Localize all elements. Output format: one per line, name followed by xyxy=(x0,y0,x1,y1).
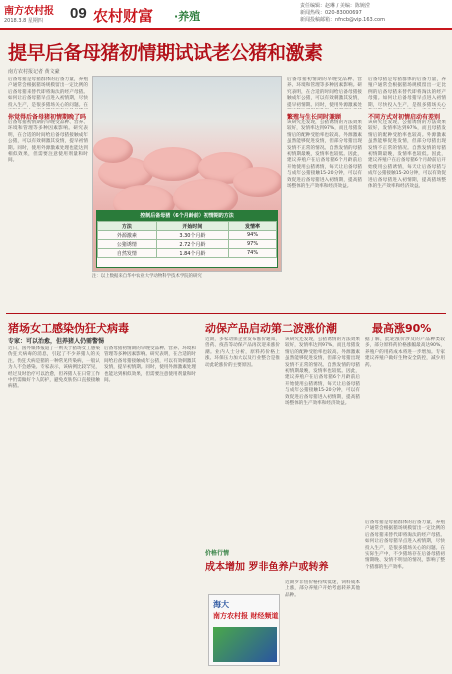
email: 新闻投稿邮箱：nfncb@vip.163.com xyxy=(300,17,385,23)
table-row xyxy=(98,249,277,258)
table-cell: 自然发情 xyxy=(98,249,157,258)
ad-logo: 海大 xyxy=(213,600,229,609)
sec5-headline: 成本增加 罗非鱼养户或转养 xyxy=(205,562,329,573)
table-title: 控制后备母猪（6个月龄前）初情期的方法 xyxy=(97,211,277,221)
article-text: 后备母猪初情期的早晚受品种、营养、环境和管理等多种因素影响。研究表明，在合适的时间给后备母猪接触成年公猪，可以有效刺激其发情，提早初情期。同时，使用外源激素处 xyxy=(287,77,362,108)
subhead: 不同方式对初情启动有差别 xyxy=(368,114,441,121)
article-text: 该研究还发现，公猪诱情的方法效果较好，发情率达到97%，而且母猪发情后的配种受胎率也较高。外源激素虽然能够促进发情，但部分母猪出现发情不正常的情况。自然发情的母猪初情期最晚，发情率也较低。因此，建议养殖户在后备母猪6个月龄前后开始使用公猪诱情，每天让后备母猪与成年公猪接触15-20分钟，可以有效促进后备母猪进入初情期，提高猪场整体的生产效率和经济效益。 xyxy=(287,120,362,190)
table-header xyxy=(98,222,277,231)
table-cell: 2.72个月龄 xyxy=(156,240,228,249)
section-title: 农村财富 xyxy=(93,7,154,25)
ad-graphic xyxy=(213,627,277,662)
section-divider xyxy=(6,313,446,314)
article-text: 该研究还发现，公猪诱情的方法效果较好，发情率达到97%，而且母猪发情后的配种受胎率也较高。外源激素虽然能够促进发情，但部分母猪出现发情不正常的情况。自然发情的母猪初情期最晚，发情率也较低。因此，建议养殖户在后备母猪6个月龄前后开始使用公猪诱情，每天让后备母猪与成年公猪接触15-20分钟，可以有效促进后备母猪进入初情期，提高猪场整体的生产效率和经济效益。 xyxy=(368,120,446,190)
subhead: 繁殖与生长同时兼顾 xyxy=(287,114,342,121)
article-text: 后备母猪是母猪群体的后备力量，养殖户通常会根据猪场规模留出一定比例的后备母猪来替代即将淘汰的经产母猪。如何让后备母猪早点进入初情期，尽快投入生产，是很多猪场关心的问题。在 xyxy=(8,77,88,108)
photo-caption: 注：以上数据来自华中农业大学动物科学技术学院的研究 xyxy=(92,274,202,279)
table-header-cell: 发情率 xyxy=(229,222,277,231)
article-text: 后备母猪初情期的早晚受品种、营养、环境和管理等多种因素影响。研究表明，在合适的时间给后备母猪接触成年公猪，可以有效刺激其发情，提早初情期。同时，使用外源激素处理也能达到相似效果，但需要注意使用剂量和时间。 xyxy=(104,346,196,384)
hotline: 新闻热线：020-83000697 xyxy=(300,10,362,16)
article-text: 后备母猪初情期的早晚受品种、营养、环境和管理等多种因素影响。研究表明，在合适的时间给后备母猪接触成年公猪，可以有效刺激其发情，提早初情期。同时，使用外源激素处理也能达到相似效果，但需要注意使用剂量和时间。 xyxy=(8,120,88,164)
table-cell: 74% xyxy=(229,249,277,258)
lead-headline: 提早后备母猪初情期试试老公猪和激素 xyxy=(8,42,323,64)
table-cell: 3.30个月龄 xyxy=(156,231,228,240)
data-table xyxy=(96,210,278,268)
editor-info xyxy=(300,3,385,24)
table-cell: 1.84个月龄 xyxy=(156,249,228,258)
article-text: 近期罗非鱼价格持续低迷，饲料成本上涨，部分养殖户开始考虑转养其他品种。 xyxy=(285,580,360,598)
sec2-headline: 猪场女工感染伪狂犬病毒 xyxy=(8,322,129,335)
article-text: 据了解，此轮涨价涉及的产品种类较多，部分原料药价格涨幅最高达90%，养殖户的用药成本将进一步增加。专家建议养殖户做好生物安全防控，减少用药。 xyxy=(365,337,445,368)
table xyxy=(97,221,277,258)
sec2-subhead: 专家：可以治愈，但养猪人仍需警惕 xyxy=(8,338,105,345)
table-header-cell: 开始时间 xyxy=(156,222,228,231)
paper-date: 2018.3.8 星期四 xyxy=(4,18,43,24)
byline: 南方农村报记者 黄文豪 xyxy=(8,69,60,75)
editor-line: 责任编辑：赵琳 / 美编：陈婉滢 xyxy=(300,3,370,9)
article-text: 后备母猪是母猪群体的后备力量，养殖户通常会根据猪场规模留出一定比例的后备母猪来替代即将淘汰的经产母猪。如何让后备母猪早点进入初情期，尽快投入生产，是很多猪场关心 xyxy=(368,77,446,108)
table-cell: 97% xyxy=(229,240,277,249)
price-label: 价格行情 xyxy=(205,550,230,557)
ad-text: 南方农村报 财经频道 xyxy=(213,612,279,620)
table-row xyxy=(98,231,277,240)
subhead: 你觉得后备母猪初情期晚了吗 xyxy=(8,114,87,121)
article-text: 该研究还发现，公猪诱情的方法效果较好，发情率达到97%，而且母猪发情后的配种受胎率也较高。外源激素虽然能够促进发情，但部分母猪出现发情不正常的情况。自然发情的母猪初情期最晚，发情率也较低。因此，建议养殖户在后备母猪6个月龄前后开始使用公猪诱情，每天让后备母猪与成年公猪接触15-20分钟，可以有效促进后备母猪进入初情期，提高猪场整体的生产效率和经济效益。 xyxy=(285,337,360,407)
article-text: 近期，多家动保企业发布涨价通知，兽药、疫苗等动保产品再次迎来涨价潮。业内人士分析，原料药价格上涨、环保压力加大以及行业整合是推动此轮涨价的主要原因。 xyxy=(205,337,280,368)
table-cell: 外源激素 xyxy=(98,231,157,240)
section-subtitle: ·养殖 xyxy=(174,10,201,23)
sec4-headline: 最高涨90% xyxy=(372,322,432,335)
table-cell: 公猪诱情 xyxy=(98,240,157,249)
table-header-cell: 方法 xyxy=(98,222,157,231)
table-row xyxy=(98,240,277,249)
paper-name: 南方农村报 xyxy=(4,6,54,17)
article-text: 后备母猪是母猪群体的后备力量，养殖户通常会根据猪场规模留出一定比例的后备母猪来替代即将淘汰的经产母猪。如何让后备母猪早点进入初情期，尽快投入生产，是很多猪场关心的问题。在实际生产中，不少猪场存在后备母猪初情期晚、发情不明显的情况，影响了整个猪群的生产效率。 xyxy=(365,520,445,570)
advertisement[interactable] xyxy=(208,594,280,666)
sec3-headline: 动保产品启动第二波涨价潮 xyxy=(205,322,337,335)
table-cell: 94% xyxy=(229,231,277,240)
article-text: 近日，国外媒体报道了一则关于猪场女工感染伪狂犬病毒的消息，引起了不少养猪人的关注。伪狂犬病是猪的一种常见传染病，一般认为人不会感染。专家表示，该病例比较罕见，经过及时治疗可以治愈，但养猪人在日常工作中仍需做好个人防护，避免皮肤伤口直接接触病猪。 xyxy=(8,346,100,390)
page-number: 09 xyxy=(70,5,87,22)
